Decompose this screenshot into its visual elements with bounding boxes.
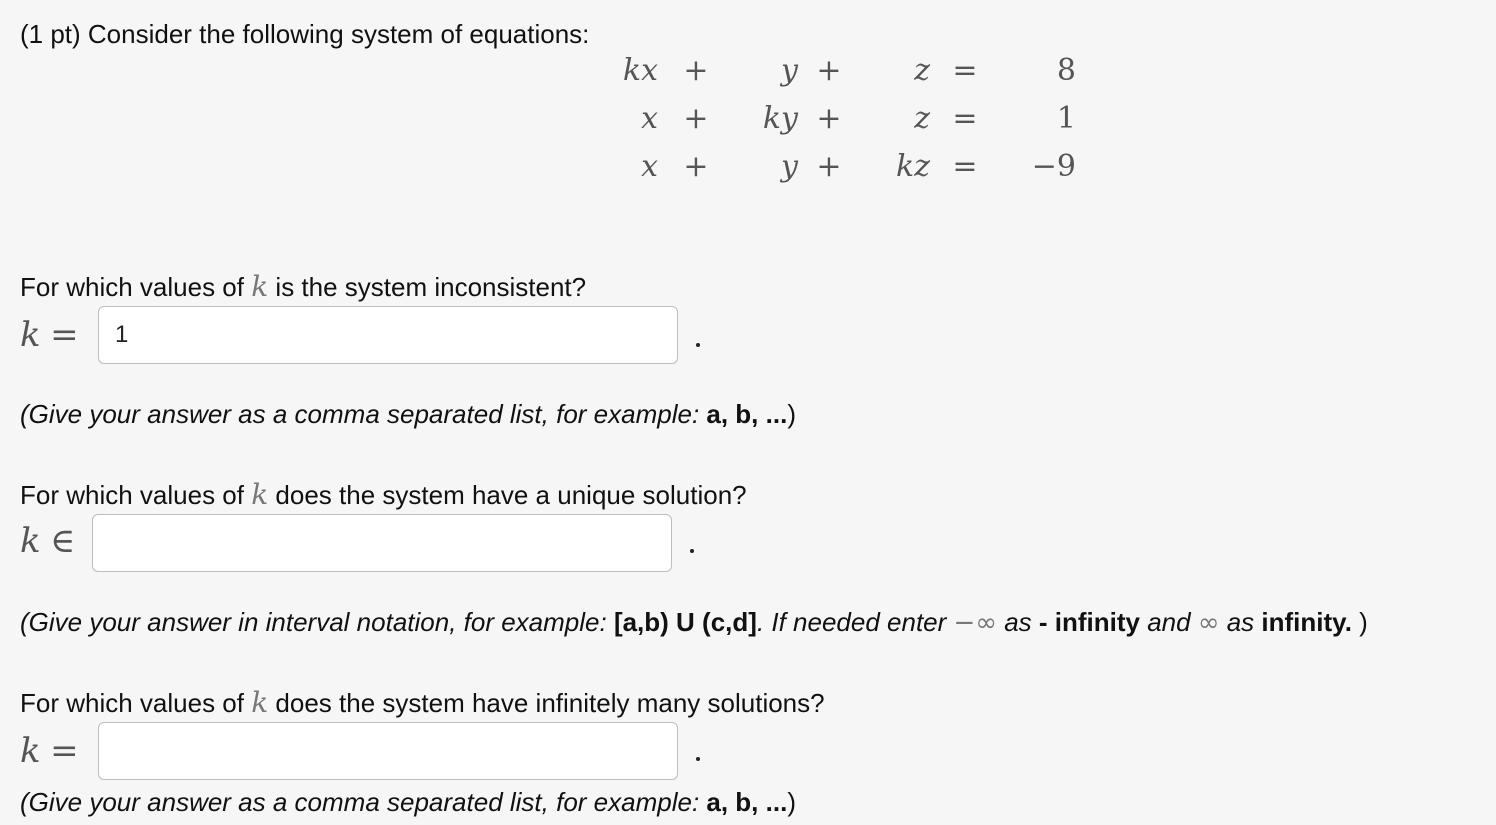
hint-example: a, b, ... [706,399,788,429]
question-suffix: is the system inconsistent? [275,272,587,302]
neg-infinity-symbol: −∞ [953,608,997,638]
term: z [914,52,930,88]
question-3-hint [20,789,796,815]
element-of-symbol: ∈ [50,521,76,561]
operator: + [816,148,842,184]
hint-example: [a,b) U (c,d] [613,607,757,637]
hint-text: as [996,607,1039,637]
term: x [641,148,658,184]
question-2-prompt [20,478,747,511]
question-3-lhs [20,731,79,771]
unique-solution-k-input[interactable] [92,514,672,572]
rhs-value: −9 [1031,148,1076,184]
term: z [914,100,930,136]
hint-text: and [1140,607,1198,637]
question-2-lhs [20,521,76,561]
period [696,757,700,761]
question-1-prompt [20,270,587,303]
inconsistent-k-input[interactable] [98,306,678,364]
question-prefix: For which values of [20,480,244,510]
hint-close: ) [1351,607,1368,637]
hint-text: (Give your answer as a comma separated list, for example: [20,787,707,817]
question-suffix: does the system have infinitely many solutions? [275,688,825,718]
period [696,343,700,347]
term: y [781,52,798,88]
k-variable: k [20,315,41,355]
operator: + [683,100,709,136]
problem-intro: (1 pt) Consider the following system of equations: [20,19,590,49]
hint-neg-infinity: - infinity [1038,607,1140,637]
relation-symbol: = [50,731,79,771]
equation-row-2 [596,94,1076,142]
hint-infinity: infinity. [1261,607,1352,637]
equals-sign: = [952,52,978,88]
hint-close: ) [787,399,796,429]
operator: + [683,52,709,88]
hint-text: (Give your answer as a comma separated list, for example: [20,399,707,429]
infinity-symbol: ∞ [1197,608,1220,638]
equation-system [596,46,1076,190]
equation-row-3 [596,142,1076,190]
operator: + [816,52,842,88]
hint-example: a, b, ... [706,787,788,817]
term: y [781,148,798,184]
period [690,549,694,553]
rhs-value: 1 [1056,100,1076,136]
hint-text: (Give your answer in interval notation, for example: [20,607,614,637]
k-symbol: k [251,478,269,511]
term: ky [762,100,798,136]
operator: + [683,148,709,184]
hint-close: ) [787,787,796,817]
question-2-hint [20,609,1368,636]
equals-sign: = [952,100,978,136]
relation-symbol: = [50,315,79,355]
term: kz [896,148,930,184]
question-prefix: For which values of [20,688,244,718]
hint-text: as [1219,607,1262,637]
term: kx [622,52,658,88]
infinite-solutions-k-input[interactable] [98,722,678,780]
equation-row-1 [596,46,1076,94]
operator: + [816,100,842,136]
k-variable: k [20,731,41,771]
question-suffix: does the system have a unique solution? [275,480,747,510]
k-variable: k [20,521,41,561]
k-symbol: k [251,686,269,719]
question-3-prompt [20,686,825,719]
question-1-hint [20,401,796,427]
k-symbol: k [251,270,269,303]
equals-sign: = [952,148,978,184]
term: x [641,100,658,136]
hint-text: . If needed enter [756,607,954,637]
question-1-lhs [20,315,79,355]
question-prefix: For which values of [20,272,244,302]
rhs-value: 8 [1056,52,1076,88]
